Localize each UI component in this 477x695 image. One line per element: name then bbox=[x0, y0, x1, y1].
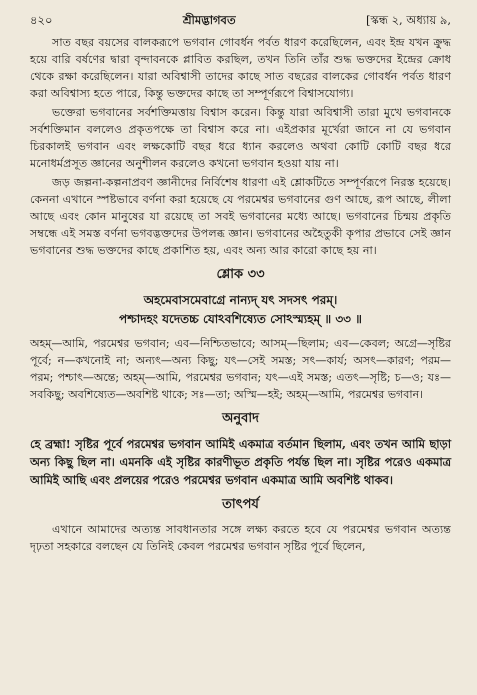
book-title: শ্রীমদ্ভাগবত bbox=[182, 13, 236, 27]
purport-heading: তাৎপর্য bbox=[222, 497, 259, 512]
translation-heading: অনুবাদ bbox=[222, 411, 259, 426]
paragraph: ভক্তেরা ভগবানের সর্বশক্তিমত্তায় বিশ্বাস করেন। কিন্তু যারা অবিশ্বাসী তারা মুখে ভগবানকে সর্বশক্তিমান বললেও প্রকৃতপক্ষে তা বিশ্বাস করে না। এইপ্রকার মূর্খেরা জানে না যে ভগবান চিরকালই ভগবান এবং লক্ষকোটি বছর ধরে ধ্যান করলেও অথবা কোটি কোটি বছর ধরে মনোধর্মপ্রসূত জ্ঞানের অনুশীলন করলেও কখনো ভগবান হওয়া যায় না। bbox=[30, 106, 451, 170]
paragraph: জড় জল্পনা-কল্পনাপ্রবণ জ্ঞানীদের নির্বিশেষ ধারণা এই শ্লোকটিতে সম্পূর্ণরূপে নিরস্ত হয়েছে। কেননা এখানে স্পষ্টভাবে বর্ণনা করা হয়েছে যে পরমেশ্বর ভগবানের গুণ আছে, রূপ আছে, লীলা আছে এবং কোন মানুষের যা রয়েছে তা সবই ভগবানের মধ্যে আছে। ভগবানের চিন্ময় প্রকৃতি সম্বন্ধে এই সমস্ত বর্ণনা ভগবদ্ভক্তদের উপলব্ধ জ্ঞান। ভগবানের অহৈতুকী কৃপার প্রভাবে সেই জ্ঞান ভগবানের শুদ্ধ ভক্তদের কাছে প্রকাশিত হয়, এবং অন্য আর কারো কাছে হয় না। bbox=[30, 176, 451, 257]
translation-text: হে ব্রহ্মা! সৃষ্টির পূর্বে পরমেশ্বর ভগবান আমিই একমাত্র বর্তমান ছিলাম, এবং তখন আমি ছাড়া অন্য কিছু ছিল না। এমনকি এই সৃষ্টির কারণীভূত প্রকৃতি পর্যন্ত ছিল না। সৃষ্টির পরেও একমাত্র আমিই আছি এবং প্রলয়ের পরেও পরমেশ্বর ভগবান একমাত্র আমি অবশিষ্ট থাকব। bbox=[30, 437, 451, 487]
verse-heading: শ্লোক ৩৩ bbox=[216, 267, 265, 282]
verse-line: পশ্চাদহং যদেতচ্চ যোঽবশিষ্যেত সোঽস্ম্যহম্ ॥ ৩৩ ॥ bbox=[119, 312, 362, 326]
verse-line: অহমেবাসমেবাগ্রে নান্যদ্ যৎ সদসৎ পরম্। bbox=[143, 293, 338, 307]
verse-text bbox=[30, 291, 451, 329]
page-number: ৪২০ bbox=[30, 13, 53, 27]
paragraph: সাত বছর বয়সের বালকরূপে ভগবান গোবর্ধন পর্বত ধারণ করেছিলেন, এবং ইন্দ্র যখন ক্রুদ্ধ হয়ে বারি বর্ষণের দ্বারা বৃন্দাবনকে প্লাবিত করছিল, তখন তিনি তাঁর শুদ্ধ ভক্তদের ইন্দ্রের ক্রোধ থেকে রক্ষা করেছিলেন। যারা অবিশ্বাসী তাদের কাছে সাত বছরের বালকের গোবর্ধন পর্বত ধারণ করা অবিশ্বাস্য হতে পারে, কিন্তু ভক্তদের কাছে তা সম্পূর্ণরূপে বিশ্বাসযোগ্য। bbox=[30, 36, 451, 100]
purport-text: এখানে আমাদের অত্যন্ত সাবধানতার সঙ্গে লক্ষ্য করতে হবে যে পরমেশ্বর ভগবান অত্যন্ত দৃঢ়তা সহকারে বলছেন যে তিনিই কেবল পরমেশ্বর ভগবান সৃষ্টির পূর্বে ছিলেন, bbox=[30, 523, 451, 553]
word-for-word-synonyms: অহম্—আমি, পরমেশ্বর ভগবান; এব—নিশ্চিতভাবে; আসম্—ছিলাম; এব—কেবল; অগ্রে—সৃষ্টির পূর্বে; ন—কখনোই না; অন্যৎ—অন্য কিছু; যৎ—সেই সমস্ত; সৎ—কার্য; অসৎ—কারণ; পরম—পরম; পশ্চাৎ—অন্তে; অহম্—আমি, পরমেশ্বর ভগবান; যৎ—এই সমস্ত; এতৎ—সৃষ্টি; চ—ও; যঃ—সবকিছু; অবশিষ্যেত—অবশিষ্ট থাকে; সঃ—তা; অস্মি—হই; অহম্—আমি, পরমেশ্বর ভগবান। bbox=[30, 337, 451, 401]
page-header bbox=[30, 12, 451, 34]
chapter-reference: [স্কন্ধ ২, অধ্যায় ৯, bbox=[366, 13, 451, 27]
